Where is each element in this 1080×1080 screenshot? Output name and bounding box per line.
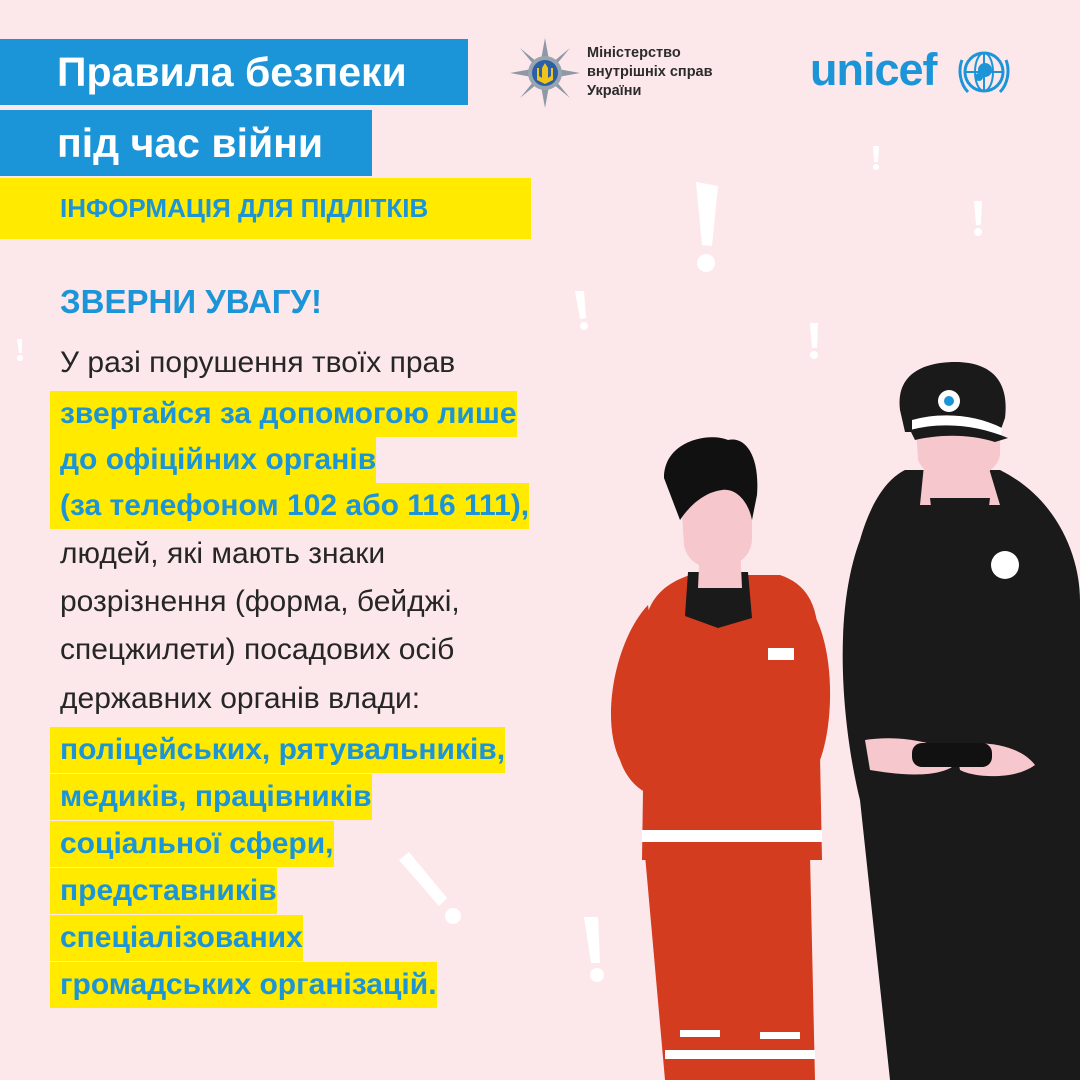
attention-heading: ЗВЕРНИ УВАГУ! [60, 283, 323, 320]
body-line-9-highlight: поліцейських, рятувальників, [50, 727, 505, 773]
body-line-1: У разі порушення твоїх прав [60, 346, 456, 379]
ministry-name-line-1: Міністерство [587, 45, 681, 61]
exclamation-mark-icon [870, 145, 882, 171]
exclamation-mark-icon [14, 338, 26, 362]
subtitle-banner: ІНФОРМАЦІЯ ДЛЯ ПІДЛІТКІВ [0, 178, 531, 239]
body-line-14-highlight: громадських організацій. [50, 962, 437, 1008]
title-line-2: під час війни [0, 110, 372, 176]
rescuer-and-police-illustration [560, 170, 1080, 1080]
unicef-wordmark: unicef [810, 44, 937, 95]
body-line-12-highlight: представників [50, 868, 277, 914]
ministry-logo [510, 38, 750, 108]
body-line-7: спецжилети) посадових осіб [60, 633, 455, 666]
body-line-13-highlight: спеціалізованих [50, 915, 303, 961]
body-line-5: людей, які мають знаки [60, 537, 386, 570]
exclamation-mark-icon [395, 850, 465, 928]
unicef-globe-icon [958, 46, 1010, 98]
body-line-2-highlight: звертайся за допомогою лише [50, 391, 517, 437]
body-line-3-highlight: до офіційних органів [50, 437, 376, 483]
body-line-4-phone-highlight: (за телефоном 102 або 116 111), [50, 483, 529, 529]
body-line-11-highlight: соціальної сфери, [50, 821, 334, 867]
ministry-name-line-2: внутрішніх справ [587, 64, 713, 80]
police-officer-figure [843, 362, 1080, 1080]
rescuer-figure [611, 437, 830, 1080]
ministry-name-line-3: України [587, 83, 642, 99]
ministry-name [587, 44, 713, 101]
title-line-1: Правила безпеки [0, 39, 468, 105]
unicef-logo [810, 42, 1020, 102]
body-line-6: розрізнення (форма, бейджі, [60, 585, 460, 618]
ministry-star-emblem-icon [510, 38, 580, 108]
body-line-10-highlight: медиків, працівників [50, 774, 372, 820]
body-line-8: державних органів влади: [60, 682, 421, 715]
